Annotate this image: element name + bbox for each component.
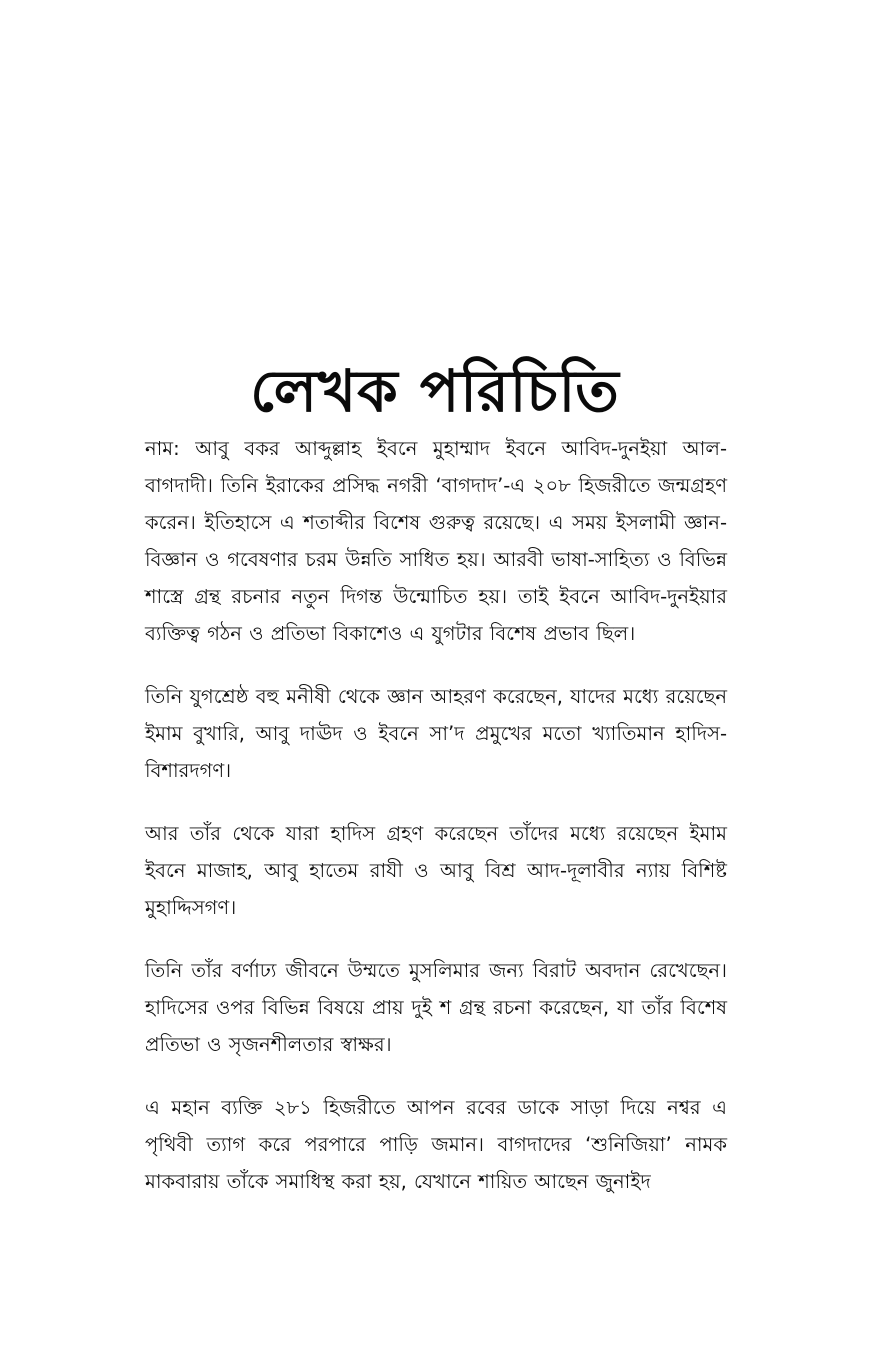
paragraph-students: আর তাঁর থেকে যারা হাদিস গ্রহণ করেছেন তাঁদের মধ্যে রয়েছেন ইমাম ইবনে মাজাহ, আবু হাতেম রাযী ও আবু বিশ্র আদ-দূলাবীর ন্যায় বিশিষ্ট মুহাদ্দিসগণ। [145,822,727,919]
paragraph-teachers: তিনি যুগশ্রেষ্ঠ বহু মনীষী থেকে জ্ঞান আহরণ করেছেন, যাদের মধ্যে রয়েছেন ইমাম বুখারি, আবু দাঊদ ও ইবনে সা’দ প্রমুখের মতো খ্যাতিমান হাদিস-বিশারদগণ। [145,685,727,782]
paragraph-birth: নাম: আবু বকর আব্দুল্লাহ ইবনে মুহাম্মাদ ইবনে আবিদ-দুনইয়া আল-বাগদাদী। তিনি ইরাকের প্রসিদ্ধ নগরী ‘বাগদাদ’-এ ২০৮ হিজরীতে জন্মগ্রহণ করেন। ইতিহাসে এ শতাব্দীর বিশেষ গুরুত্ব রয়েছে। এ সময় ইসলামী জ্ঞান-বিজ্ঞান ও গবেষণার চরম উন্নতি সাধিত হয়। আরবী ভাষা-সাহিত্য ও বিভিন্ন শাস্ত্রে গ্রন্থ রচনার নতুন দিগন্ত উন্মোচিত হয়। তাই ইবনে আবিদ-দুনইয়ার ব্যক্তিত্ব গঠন ও প্রতিভা বিকাশেও এ যুগটার বিশেষ প্রভাব ছিল। [145,437,727,645]
body-text [145,430,727,1226]
paragraph-contributions: তিনি তাঁর বর্ণাঢ্য জীবনে উম্মতে মুসলিমার জন্য বিরাট অবদান রেখেছেন। হাদিসের ওপর বিভিন্ন বিষয়ে প্রায় দুই শ গ্রন্থ রচনা করেছেন, যা তাঁর বিশেষ প্রতিভা ও সৃজনশীলতার স্বাক্ষর। [145,959,727,1056]
paragraph-death: এ মহান ব্যক্তি ২৮১ হিজরীতে আপন রবের ডাকে সাড়া দিয়ে নশ্বর এ পৃথিবী ত্যাগ করে পরপারে পাড়ি জমান। বাগদাদের ‘শুনিজিয়া’ নামক মাকবারায় তাঁকে সমাধিস্থ করা হয়, যেখানে শায়িত আছেন জুনাইদ [145,1096,727,1193]
page-title: লেখক পরিচিতি [250,356,620,425]
